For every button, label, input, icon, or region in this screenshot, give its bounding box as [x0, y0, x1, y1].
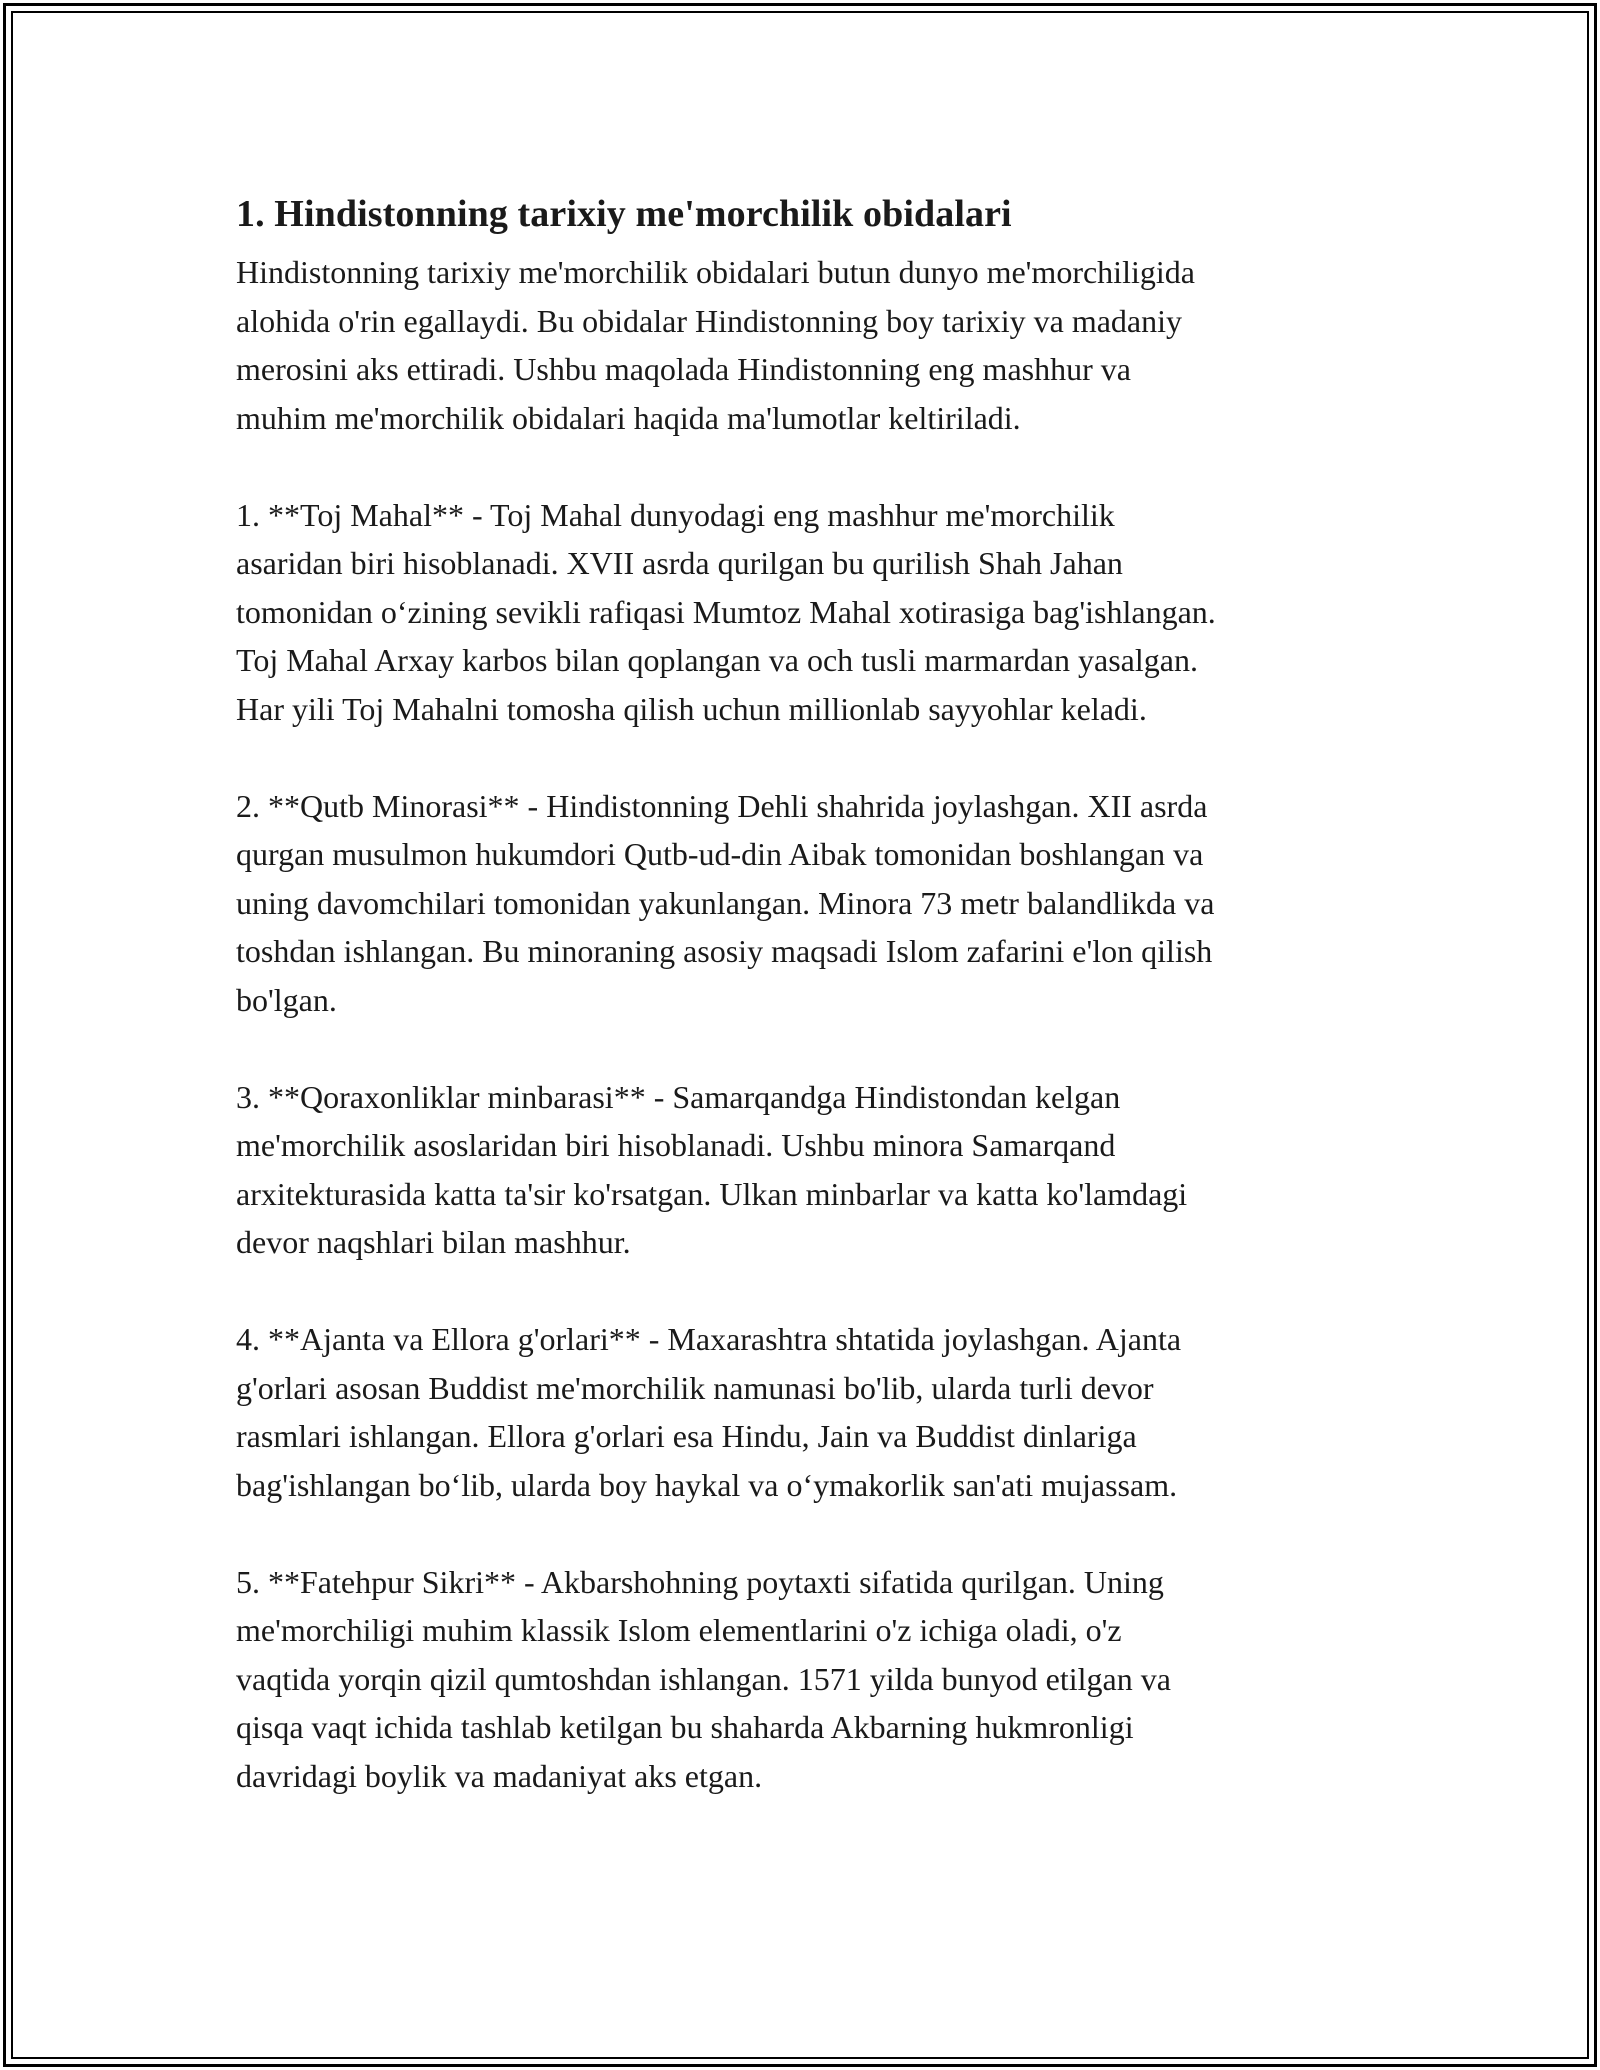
text-line: vaqtida yorqin qizil qumtoshdan ishlangan. 1571 yilda bunyod etilgan va [236, 1660, 1171, 1697]
text-line: bo'lgan. [236, 981, 337, 1018]
text-line: 1. **Toj Mahal** - Toj Mahal dunyodagi eng mashhur me'morchilik [236, 496, 1115, 533]
list-item-qoraxonliklar-minbarasi [236, 1073, 1376, 1267]
text-line: Har yili Toj Mahalni tomosha qilish uchun millionlab sayyohlar keladi. [236, 690, 1147, 727]
text-line: bag'ishlangan bo‘lib, ularda boy haykal va o‘ymakorlik san'ati mujassam. [236, 1466, 1178, 1503]
text-line: alohida o'rin egallaydi. Bu obidalar Hindistonning boy tarixiy va madaniy [236, 302, 1183, 339]
text-line: muhim me'morchilik obidalari haqida ma'lumotlar keltiriladi. [236, 399, 1021, 436]
list-item-qutb-minorasi [236, 782, 1376, 1025]
intro-paragraph [236, 248, 1376, 442]
text-line: tomonidan o‘zining sevikli rafiqasi Mumtoz Mahal xotirasiga bag'ishlangan. [236, 593, 1216, 630]
document-title: 1. Hindistonning tarixiy me'morchilik obidalari [236, 193, 1012, 235]
text-line: 2. **Qutb Minorasi** - Hindistonning Dehli shahrida joylashgan. XII asrda [236, 787, 1208, 824]
text-line: asaridan biri hisoblanadi. XVII asrda qurilgan bu qurilish Shah Jahan [236, 545, 1123, 581]
text-line: Toj Mahal Arxay karbos bilan qoplangan va och tusli marmardan yasalgan. [236, 642, 1198, 678]
text-line: Hindistonning tarixiy me'morchilik obidalari butun dunyo me'morchiligida [236, 254, 1195, 290]
list-item-fatehpur-sikri [236, 1558, 1376, 1801]
list-item-toj-mahal [236, 491, 1376, 734]
list-item-ajanta-ellora [236, 1315, 1376, 1509]
text-line: qurgan musulmon hukumdori Qutb-ud-din Aibak tomonidan boshlangan va [236, 836, 1204, 872]
text-line: merosini aks ettiradi. Ushbu maqolada Hindistonning eng mashhur va [236, 351, 1131, 387]
text-line: g'orlari asosan Buddist me'morchilik namunasi bo'lib, ularda turli devor [236, 1369, 1154, 1406]
text-line: toshdan ishlangan. Bu minoraning asosiy maqsadi Islom zafarini e'lon qilish [236, 933, 1213, 969]
text-line: me'morchilik asoslaridan biri hisoblanadi. Ushbu minora Samarqand [236, 1127, 1116, 1163]
text-line: 3. **Qoraxonliklar minbarasi** - Samarqandga Hindistondan kelgan [236, 1078, 1121, 1115]
text-line: devor naqshlari bilan mashhur. [236, 1224, 631, 1260]
text-line: 5. **Fatehpur Sikri** - Akbarshohning poytaxti sifatida qurilgan. Uning [236, 1563, 1164, 1600]
text-line: rasmlari ishlangan. Ellora g'orlari esa Hindu, Jain va Buddist dinlariga [236, 1418, 1137, 1454]
text-line: me'morchiligi muhim klassik Islom elementlarini o'z ichiga oladi, o'z [236, 1612, 1122, 1648]
text-line: 4. **Ajanta va Ellora g'orlari** - Maxarashtra shtatida joylashgan. Ajanta [236, 1321, 1182, 1357]
document-body [236, 186, 1376, 1849]
text-line: arxitekturasida katta ta'sir ko'rsatgan. Ulkan minbarlar va katta ko'lamdagi [236, 1175, 1188, 1212]
text-line: davridagi boylik va madaniyat aks etgan. [236, 1757, 763, 1794]
text-line: uning davomchilari tomonidan yakunlangan. Minora 73 metr balandlikda va [236, 884, 1215, 921]
text-line: qisqa vaqt ichida tashlab ketilgan bu shaharda Akbarning hukmronligi [236, 1709, 1134, 1745]
